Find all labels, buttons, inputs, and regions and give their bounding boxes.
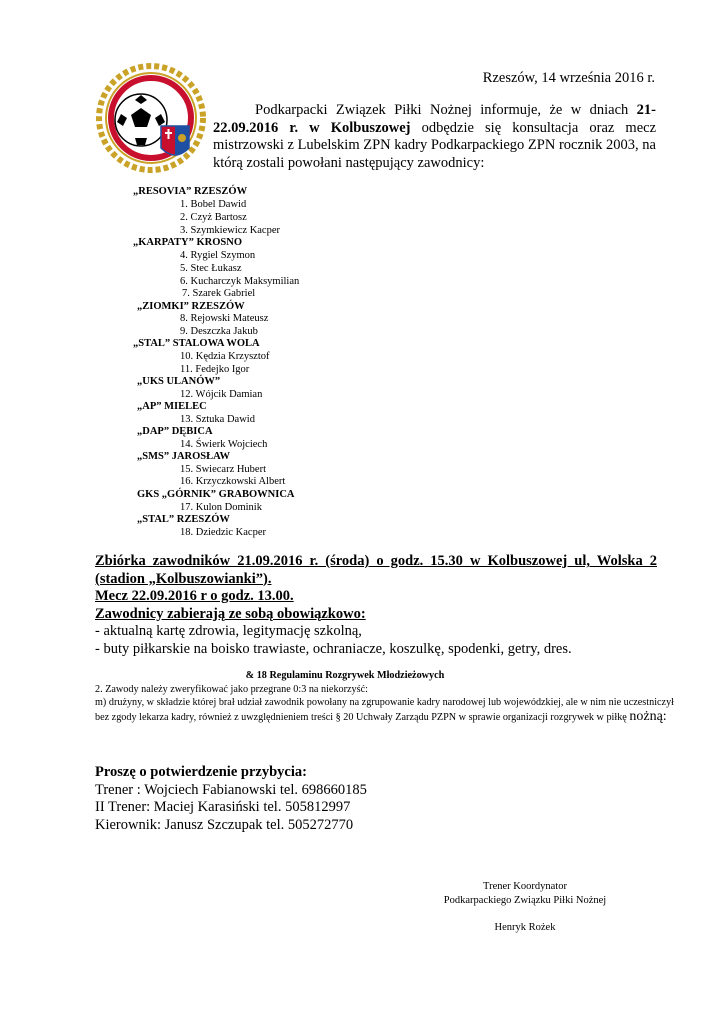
- signature-name: Henryk Rożek: [494, 922, 556, 933]
- regulation-point: 2. Zawody należy zweryfikować jako przegrane 0:3 na niekorzyść:: [95, 683, 368, 695]
- club-heading: „STAL” RZESZÓW: [137, 514, 230, 525]
- intro-paragraph: [213, 102, 656, 172]
- stadium-line: (stadion „Kolbuszowianki”).: [95, 570, 272, 587]
- club-heading: „KARPATY” KROSNO: [133, 237, 242, 248]
- club-heading: „SMS” JAROSŁAW: [137, 451, 231, 462]
- player-entry: 14. Świerk Wojciech: [180, 439, 268, 450]
- player-entry: 2. Czyż Bartosz: [180, 212, 247, 223]
- meeting-info: [95, 553, 657, 658]
- signature-org: Podkarpackiego Związku Piłki Nożnej: [443, 894, 607, 906]
- club-heading: „STAL” STALOWA WOLA: [133, 338, 260, 349]
- gathering-line: Zbiórka zawodników 21.09.2016 r. (środa) o godz. 15.30 w Kolbuszowej ul, Wolska 2: [95, 553, 657, 569]
- player-entry: 8. Rejowski Mateusz: [180, 313, 269, 324]
- contact-line: Trener : Wojciech Fabianowski tel. 698660185: [95, 781, 367, 798]
- football-crest-icon: [95, 62, 207, 174]
- player-entry: 15. Swiecarz Hubert: [180, 464, 267, 475]
- regulation-text: m) drużyny, w składzie której brał udział zawodnik powołany na zgrupowanie kadry narodowej lub wojewódzkiej, ale w nim nie uczestniczył bez zgody lekarza kadry, również z uwzględnieniem treści § 20 Uchwały Zarządu PZPN w sprawie organizacji rozgrywek w piłkę nożną:: [95, 697, 674, 724]
- player-entry: 12. Wójcik Damian: [180, 389, 263, 400]
- requirement-item: - buty piłkarskie na boisko trawiaste, ochraniacze, koszulkę, spodenki, getry, dres.: [95, 640, 572, 657]
- player-entry: 4. Rygiel Szymon: [180, 250, 256, 261]
- regulation-title: & 18 Regulaminu Rozgrywek Młodzieżowych: [245, 670, 445, 681]
- pzpn-logo: [95, 62, 207, 174]
- requirement-item: - aktualną kartę zdrowia, legitymację szkolną,: [95, 623, 362, 639]
- club-heading: GKS „GÓRNIK” GRABOWNICA: [137, 489, 295, 500]
- player-entry: 16. Krzyczkowski Albert: [180, 476, 286, 487]
- signature-role: Trener Koordynator: [483, 881, 567, 892]
- player-entry: 18. Dziedzic Kacper: [180, 527, 266, 538]
- contact-line: Kierownik: Janusz Szczupak tel. 505272770: [95, 816, 354, 833]
- player-entry: 1. Bobel Dawid: [180, 199, 247, 210]
- document-date: Rzeszów, 14 września 2016 r.: [482, 70, 655, 86]
- player-entry: 7. Szarek Gabriel: [182, 288, 256, 299]
- confirmation-title: Proszę o potwierdzenie przybycia:: [95, 764, 307, 780]
- player-entry: 3. Szymkiewicz Kacper: [180, 225, 281, 236]
- player-entry: 17. Kulon Dominik: [180, 502, 262, 513]
- player-entry: 10. Kędzia Krzysztof: [180, 351, 270, 362]
- player-entry: 11. Fedejko Igor: [180, 364, 250, 375]
- club-heading: „AP” MIELEC: [137, 401, 207, 412]
- intro-text-1: Podkarpacki Związek Piłki Nożnej informuje, że w dniach: [255, 102, 637, 118]
- club-heading: „ZIOMKI” RZESZÓW: [137, 301, 245, 312]
- contact-line: II Trener: Maciej Karasiński tel. 505812997: [95, 799, 351, 815]
- requirements-heading: Zawodnicy zabierają ze sobą obowiązkowo:: [95, 605, 366, 622]
- club-heading: „RESOVIA” RZESZÓW: [133, 186, 248, 197]
- club-heading: „DAP” DĘBICA: [137, 426, 213, 437]
- player-entry: 9. Deszczka Jakub: [180, 326, 258, 337]
- player-entry: 5. Stec Łukasz: [180, 263, 242, 274]
- regulation-section: [95, 669, 675, 724]
- match-time-line: Mecz 22.09.2016 r o godz. 13.00.: [95, 588, 294, 604]
- club-heading: „UKS ULANÓW”: [137, 376, 221, 387]
- signature-block: [420, 880, 630, 935]
- intro-text-2: odbędzie się konsultacja oraz mecz mistrzowski z Lubelskim ZPN kadry Podkarpackiego ZPN rocznik 2003, na którą zostali powołani następujący zawodnicy:: [213, 119, 657, 171]
- player-entry: 6. Kucharczyk Maksymilian: [180, 276, 300, 287]
- intro-dates: 21-22.09.2016 r. w Kolbuszowej: [213, 102, 656, 136]
- player-entry: 13. Sztuka Dawid: [180, 414, 255, 425]
- confirmation-section: [95, 764, 367, 834]
